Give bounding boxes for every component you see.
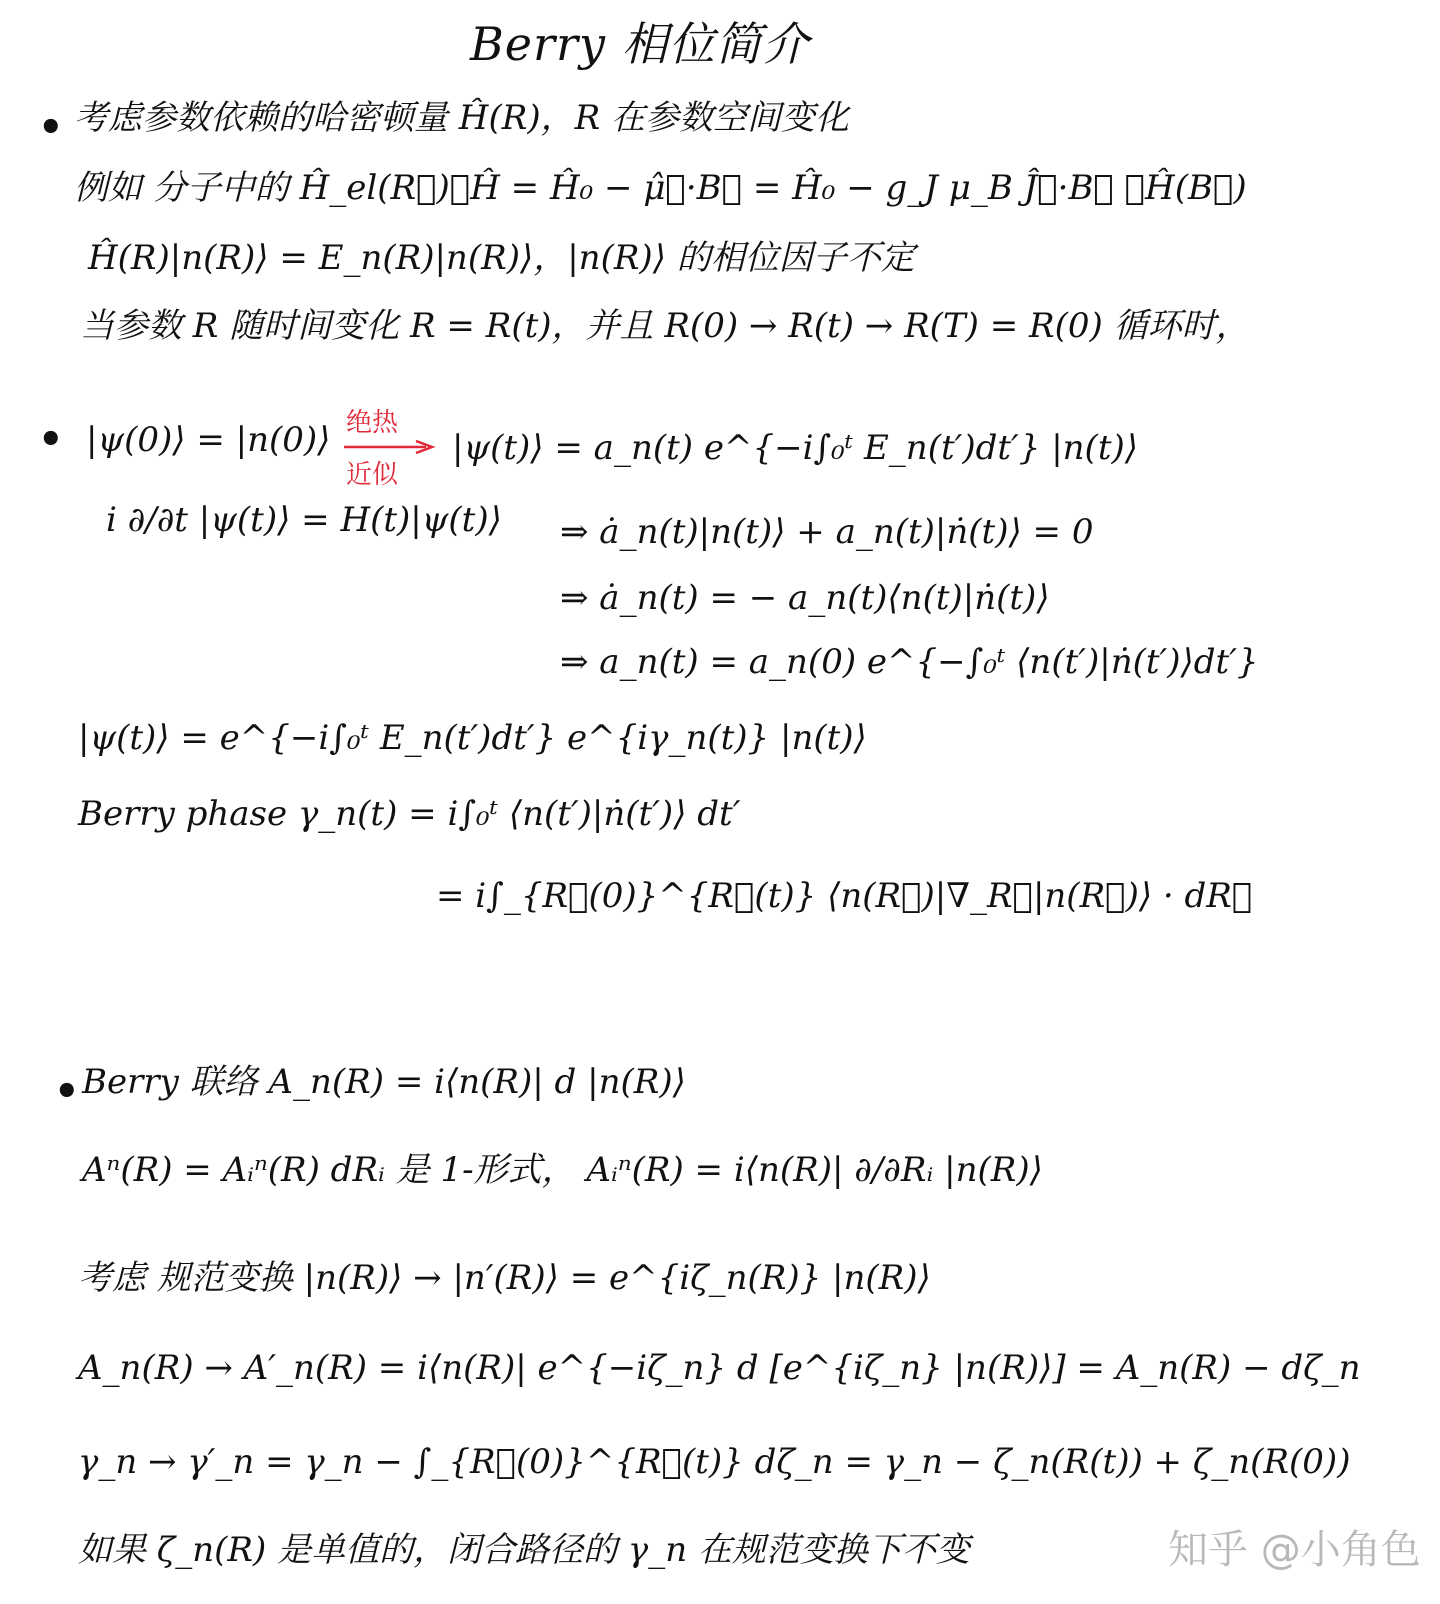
step-2: ⇒ ȧ_n(t) = − a_n(t)⟨n(t)|ṅ(t)⟩ bbox=[560, 578, 1050, 618]
berry-phase-integral: = i∫_{R⃗(0)}^{R⃗(t)} ⟨n(R⃗)|∇_R⃗|n(R⃗)⟩ · dR⃗ bbox=[436, 876, 1253, 916]
s1-line-1: 考虑参数依赖的哈密顿量 Ĥ(R)，R 在参数空间变化 bbox=[74, 98, 849, 138]
step-3: ⇒ a_n(t) = a_n(0) e^{−∫₀ᵗ ⟨n(t′)|ṅ(t′)⟩dt′} bbox=[560, 642, 1259, 682]
page-title: Berry 相位简介 bbox=[470, 17, 810, 71]
berry-phase-def: Berry phase γ_n(t) = i∫₀ᵗ ⟨n(t′)|ṅ(t′)⟩ dt′ bbox=[78, 794, 741, 834]
step-1: ⇒ ȧ_n(t)|n(t)⟩ + a_n(t)|ṅ(t)⟩ = 0 bbox=[560, 512, 1094, 552]
adiabatic-label: 绝热 bbox=[346, 408, 399, 438]
s3-line-1: Berry 联络 A_n(R) = i⟨n(R)| d |n(R)⟩ bbox=[82, 1062, 686, 1102]
s3-line-5: γ_n → γ′_n = γ_n − ∫_{R⃗(0)}^{R⃗(t)} dζ_n = γ_n − ζ_n(R(t)) + ζ_n(R(0)) bbox=[78, 1442, 1351, 1482]
psi-result: |ψ(t)⟩ = e^{−i∫₀ᵗ E_n(t′)dt′} e^{iγ_n(t)} |n(t)⟩ bbox=[78, 718, 867, 758]
s3-line-6: 如果 ζ_n(R) 是单值的，闭合路径的 γ_n 在规范变换下不变 bbox=[78, 1530, 970, 1570]
bullet-1: • bbox=[38, 104, 64, 151]
bullet-3: • bbox=[54, 1068, 80, 1115]
approximation-label: 近似 bbox=[346, 460, 399, 490]
psi-0: |ψ(0)⟩ = |n(0)⟩ bbox=[86, 420, 331, 460]
watermark: 知乎 @小角色 bbox=[1168, 1527, 1421, 1573]
psi-t: |ψ(t)⟩ = a_n(t) e^{−i∫₀ᵗ E_n(t′)dt′} |n(t)⟩ bbox=[452, 428, 1139, 468]
s1-line-3: Ĥ(R)|n(R)⟩ = E_n(R)|n(R)⟩，|n(R)⟩ 的相位因子不定 bbox=[88, 238, 915, 278]
s1-line-2: 例如 分子中的 Ĥ_el(R⃗)，Ĥ = Ĥ₀ − μ̂⃗·B⃗ = Ĥ₀ − g_J μ_B Ĵ⃗·B⃗ ，Ĥ(B⃗) bbox=[74, 168, 1247, 208]
s3-line-3: 考虑 规范变换 |n(R)⟩ → |n′(R)⟩ = e^{iζ_n(R)} |n(R)⟩ bbox=[78, 1258, 931, 1298]
schrodinger-eq: i ∂/∂t |ψ(t)⟩ = H(t)|ψ(t)⟩ bbox=[106, 500, 502, 540]
arrow-right-icon bbox=[342, 440, 438, 454]
s3-line-4: A_n(R) → A′_n(R) = i⟨n(R)| e^{−iζ_n} d [e^{iζ_n} |n(R)⟩] = A_n(R) − dζ_n bbox=[78, 1348, 1361, 1388]
s1-line-4: 当参数 R 随时间变化 R = R(t)，并且 R(0) → R(t) → R(T) = R(0) 循环时， bbox=[80, 306, 1250, 346]
s3-line-2: Aⁿ(R) = Aᵢⁿ(R) dRᵢ 是 1-形式， Aᵢⁿ(R) = i⟨n(R)| ∂/∂Rᵢ |n(R)⟩ bbox=[82, 1150, 1043, 1190]
bullet-2: • bbox=[38, 416, 64, 463]
